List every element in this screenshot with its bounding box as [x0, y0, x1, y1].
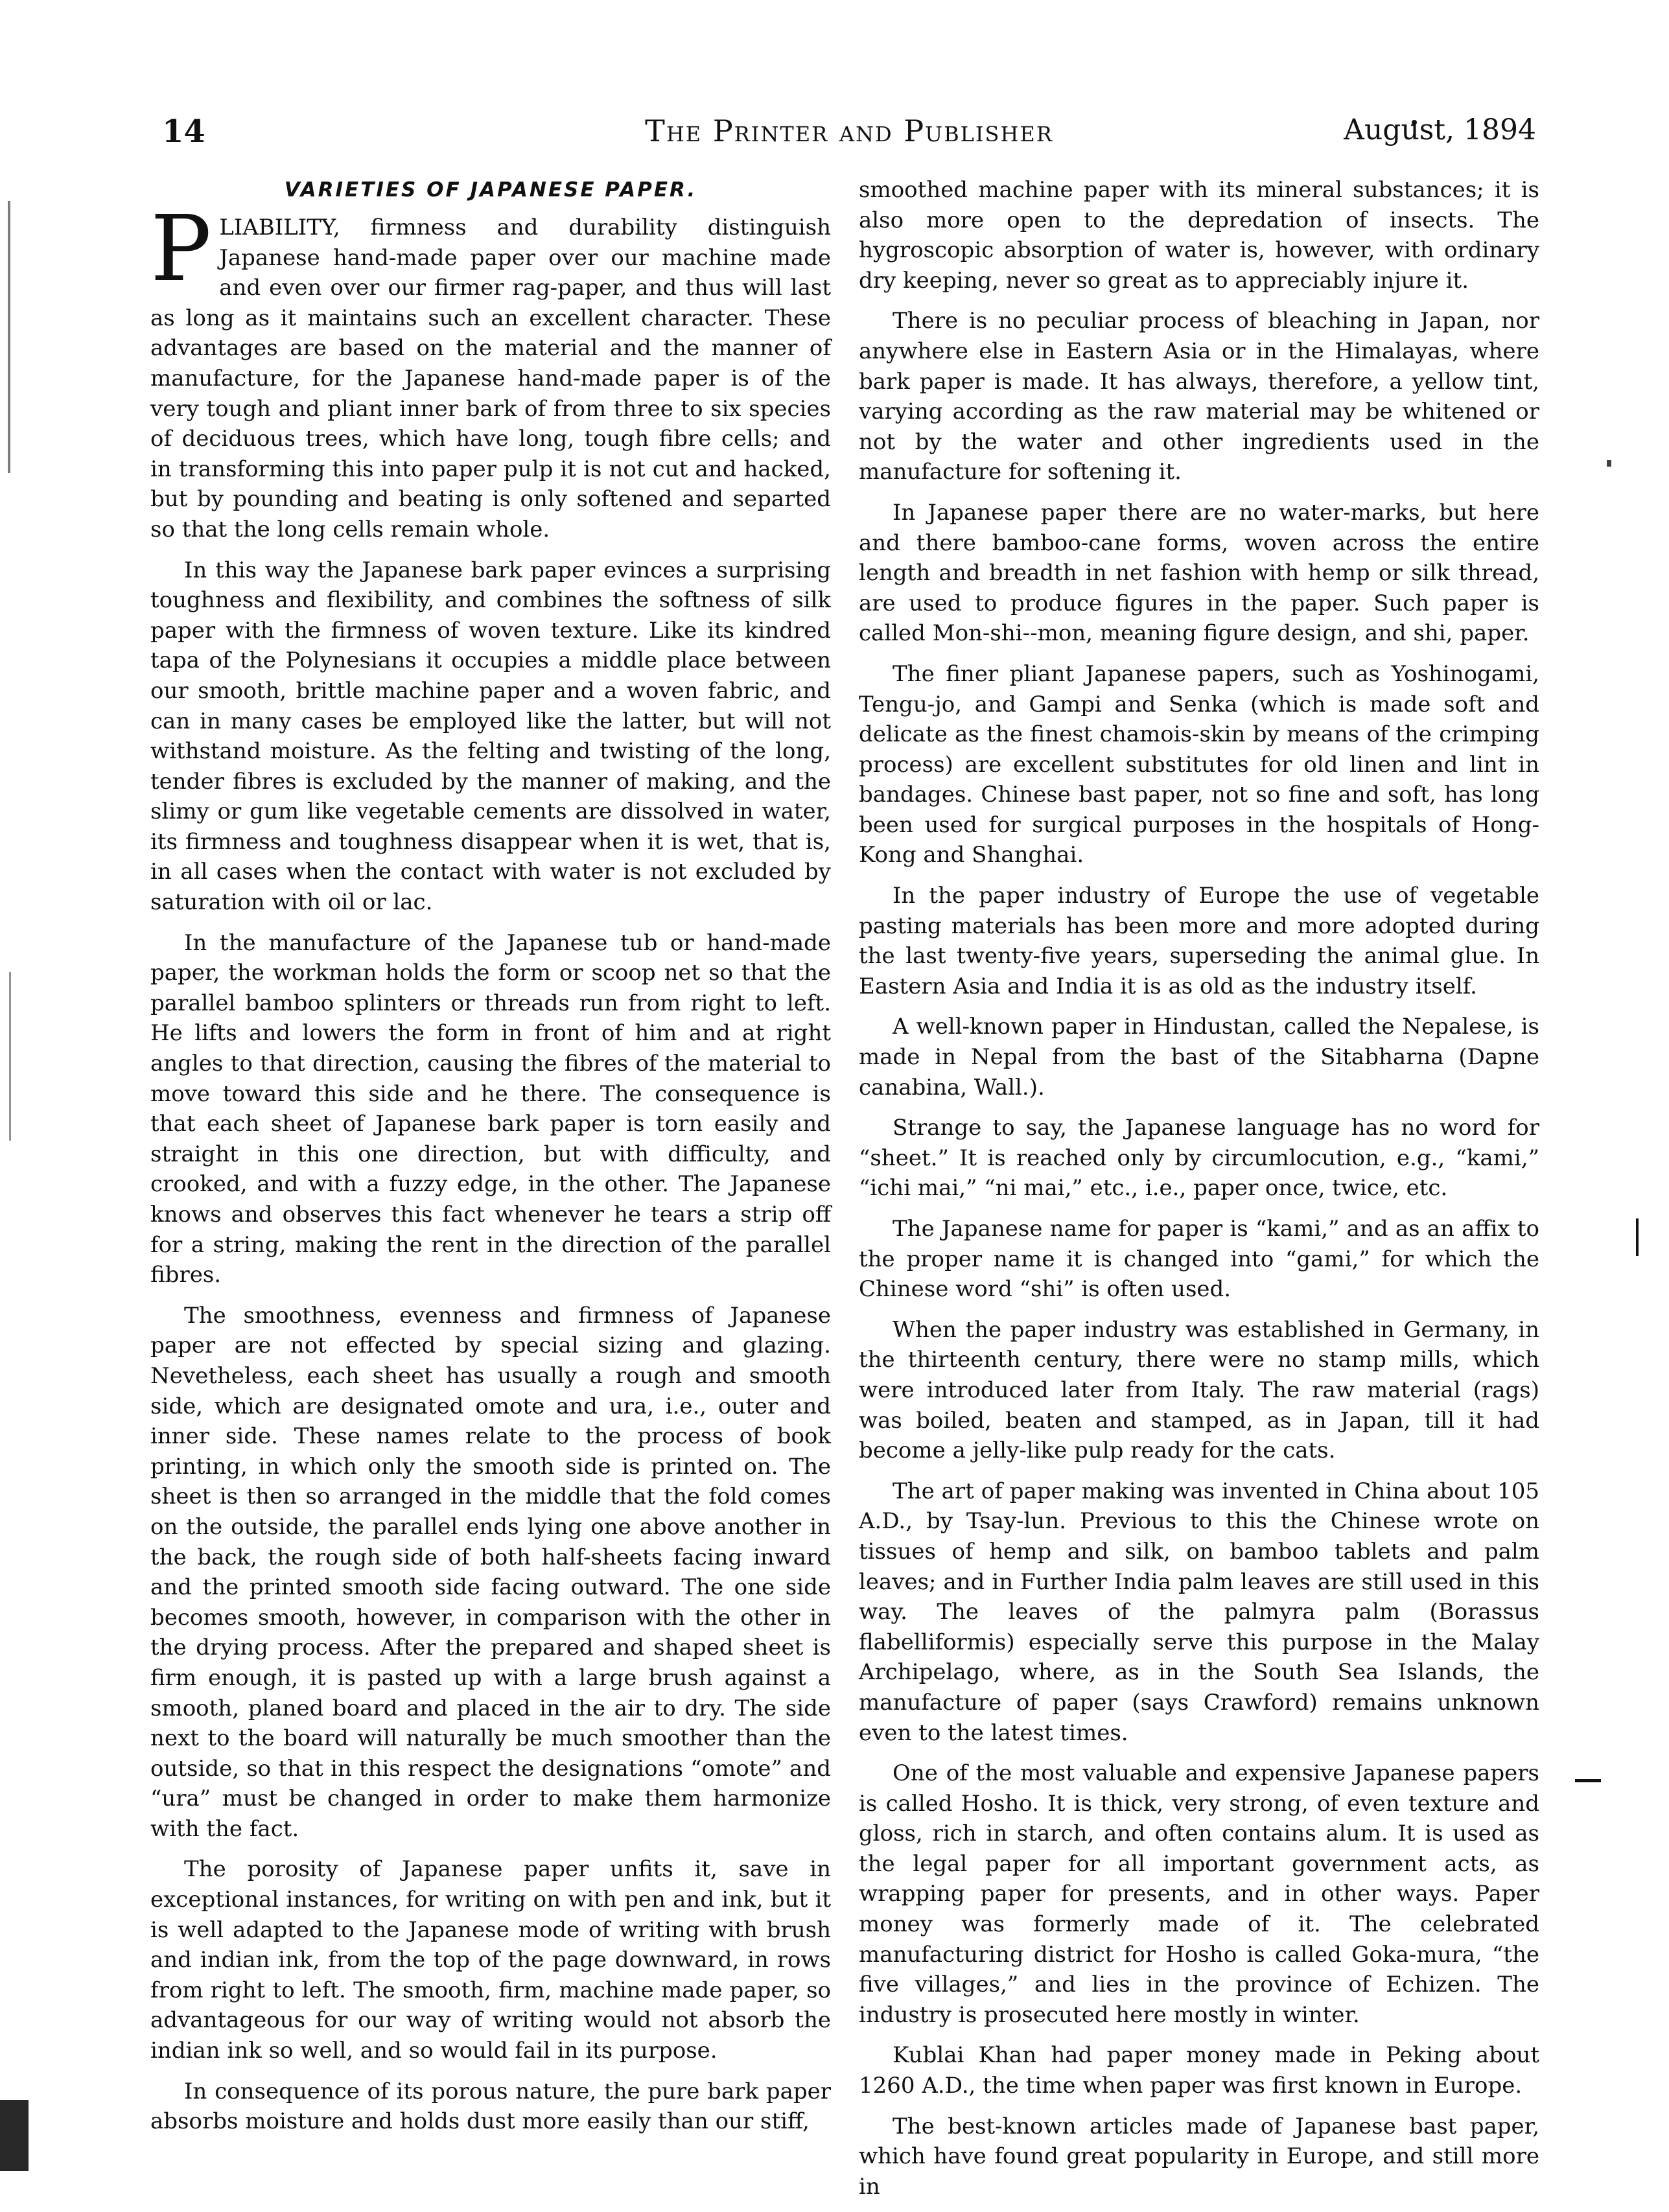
journal-title: The Printer and Publisher — [645, 113, 1053, 148]
paragraph: A well-known paper in Hindustan, called the Nepalese, is made in Nepal from the bast of the Sitabharna (Dapne canabina, Wall.). — [859, 1014, 1539, 1100]
paragraph: When the paper industry was established in Germany, in the thirteenth century, there were no stamp mills, which were introduced later from Italy. The raw material (rags) was boiled, beaten and stamped, as in Japan, till it had become a jelly-like pulp ready for the cats. — [859, 1316, 1539, 1464]
scan-mark-right-dash — [1575, 1779, 1601, 1782]
paragraph-text: LIABILITY, firmness and durability distinguish Japanese hand-made paper over our machine made and even over our firmer rag-paper, and thus will last as long as it maintains such an excellent character. These advantages are based on the material and the manner of manufacture, for the Japanese hand-made paper is of the very tough and pliant inner bark of from three to six species of deciduous trees, which have long, tough fibre cells; and in transforming this into paper pulp it is not cut and hacked, but by pounding and beating is only softened and separted so that the long cells remain whole. — [150, 215, 831, 542]
paragraph: In this way the Japanese bark paper evinces a surprising toughness and flexibility, and combines the softness of silk paper with the firmness of woven texture. Like its kindred tapa of the Polynesians it occupies a middle place between our smooth, brittle machine paper and a woven fabric, and can in many cases be employed like the latter, but will not withstand moisture. As the felting and twisting of the long, tender fibres is excluded by the manner of making, and the slimy or gum like vegetable cements are dissolved in water, its firmness and toughness disappear when it is wet, that is, in all cases when the contact with water is not excluded by saturation with oil or lac. — [150, 557, 831, 916]
paragraph: In the manufacture of the Japanese tub or hand-made paper, the workman holds the form or scoop net so that the parallel bamboo splinters or threads run from right to left. He lifts and lowers the form in front of him and at right angles to that direction, causing the fibres of the material to move toward this side and he there. The consequence is that each sheet of Japanese bark paper is torn easily and straight in this one direction, but with difficulty, and crooked, and with a fuzzy edge, in the other. The Japanese knows and observes this fact whenever he tears a strip off for a string, making the rent in the direction of the parallel fibres. — [150, 929, 831, 1288]
paragraph: The art of paper making was invented in China about 105 A.D., by Tsay-lun. Previous to this the Chinese wrote on tissues of hemp and silk, on bamboo tablets and palm leaves; and in Further India palm leaves are still used in this way. The leaves of the palmyra palm (Borassus flabelliformis) especially serve this purpose in the Malay Archipelago, where, as in the South Sea Islands, the manufacture of paper (says Crawford) remains unknown even to the latest times. — [859, 1478, 1539, 1746]
drop-cap: P — [150, 196, 212, 302]
page-number: 14 — [162, 113, 205, 150]
paragraph-continuation: smoothed machine paper with its mineral substances; it is also more open to the depredation of insects. The hygroscopic absorption of water is, however, with ordinary dry keeping, never so great as to appreciably injure it. — [859, 177, 1539, 294]
paragraph: One of the most valuable and expensive Japanese papers is called Hosho. It is thick, very strong, of even texture and gloss, rich in starch, and often contains alum. It is used as the legal paper for all important government acts, as wrapping paper for presents, and in other ways. Paper money was formerly made of it. The celebrated manufacturing district for Hosho is called Goka-mura, “the five villages,” and lies in the province of Echizen. The industry is prosecuted here mostly in winter. — [859, 1760, 1539, 2028]
paragraph: In consequence of its porous nature, the pure bark paper absorbs moisture and holds dust more easily than our stiff, — [150, 2078, 831, 2135]
scan-mark-right-bar — [1636, 1218, 1639, 1256]
scan-mark-right-tick — [1607, 460, 1611, 467]
page-header — [162, 113, 1536, 165]
right-column — [859, 175, 1539, 2212]
paragraph: In Japanese paper there are no water-marks, but here and there bamboo-cane forms, woven across the entire length and breadth in net fashion with hemp or silk thread, are used to produce figures in the paper. Such paper is called Mon-shi--mon, meaning figure design, and shi, paper. — [859, 499, 1539, 647]
scan-mark-left-mid — [9, 972, 11, 1141]
paragraph: The best-known articles made of Japanese bast paper, which have found great popularity in Europe, and still more in — [859, 2113, 1539, 2200]
scan-mark-left-top — [8, 201, 10, 473]
article-title: VARIETIES OF JAPANESE PAPER. — [284, 178, 697, 202]
paragraph: In the paper industry of Europe the use of vegetable pasting materials has been more and more adopted during the last twenty-five years, superseding the animal glue. In Eastern Asia and India it is as old as the industry itself. — [859, 883, 1539, 999]
paragraph: Strange to say, the Japanese language has no word for “sheet.” It is reached only by circumlocution, e.g., “kami,” “ichi mai,” “ni mai,” etc., i.e., paper once, twice, etc. — [859, 1115, 1539, 1202]
paragraph: Kublai Khan had paper money made in Peking about 1260 A.D., the time when paper was first known in Europe. — [859, 2042, 1539, 2099]
scan-mark-left-bottom — [0, 2100, 29, 2171]
issue-date: August, 1894 — [1344, 113, 1536, 146]
paragraph: There is no peculiar process of bleaching in Japan, nor anywhere else in Eastern Asia or in the Himalayas, where bark paper is made. It has always, therefore, a yellow tint, varying according as the raw material may be whitened or not by the water and other ingredients used in the manufacture for softening it. — [859, 308, 1539, 485]
left-column — [150, 175, 831, 2147]
paragraph: The smoothness, evenness and firmness of Japanese paper are not effected by special sizing and glazing. Nevetheless, each sheet has usually a rough and smooth side, which are designated omote and ura, i.e., outer and inner side. These names relate to the process of book printing, in which only the smooth side is printed on. The sheet is then so arranged in the middle that the fold comes on the outside, the parallel ends lying one above another in the back, the rough side of both half-sheets facing inward and the printed smooth side facing outward. The one side becomes smooth, however, in comparison with the other in the drying process. After the prepared and shaped sheet is firm enough, it is pasted up with a large brush against a smooth, planed board and placed in the air to dry. The side next to the board will naturally be much smoother than the outside, so that in this respect the designations “omote” and “ura” must be changed in order to make them harmonize with the fact. — [150, 1302, 831, 1842]
paragraph: The finer pliant Japanese papers, such as Yoshinogami, Tengu-jo, and Gampi and Senka (which is made soft and delicate as the finest chamois-skin by means of the crimping process) are excellent substitutes for old linen and lint in bandages. Chinese bast paper, not so fine and soft, has long been used for surgical purposes in the hospitals of Hong-Kong and Shanghai. — [859, 660, 1539, 868]
paragraph — [150, 196, 831, 545]
paragraph: The Japanese name for paper is “kami,” and as an affix to the proper name it is changed into “gami,” for which the Chinese word “shi” is often used. — [859, 1216, 1539, 1303]
paragraph: The porosity of Japanese paper unfits it, save in exceptional instances, for writing on with pen and ink, but it is well adapted to the Japanese mode of writing with brush and indian ink, from the top of the page downward, in rows from right to left. The smooth, firm, machine made paper, so advantageous for our way of writing would not absorb the indian ink so well, and so would fail in its purpose. — [150, 1856, 831, 2064]
